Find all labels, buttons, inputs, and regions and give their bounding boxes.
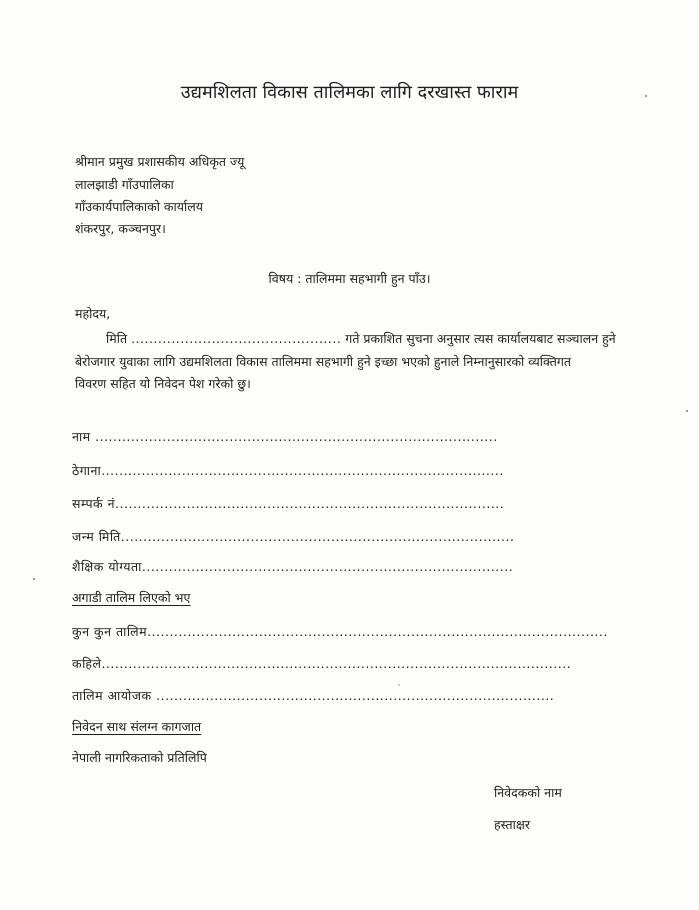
addressee-line-2: लालझाडी गाँउपालिका [75,177,174,192]
subject-line: विषय : तालिममा सहभागी हुन पाँउ। [268,271,431,286]
body-line-1-text: गते प्रकाशित सुचना अनुसार त्यस कार्यालयबाट सञ्चालन हुने [345,331,616,346]
scan-speck [398,684,400,686]
form-title: उद्यमशिलता विकास तालिमका लागि दरखास्त फाराम [180,82,519,103]
contact-field[interactable]: सम्पर्क नं....................................................................................... [72,496,505,511]
salutation: महोदय, [75,306,111,321]
applicant-name-label: निवेदकको नाम [494,785,562,800]
training-which-field[interactable]: कुन कुन तालिम....................................................................................................... [72,624,608,639]
signature-label: हस्ताक्षर [494,817,530,832]
name-field[interactable]: नाम .......................................................................................... [72,429,498,444]
dob-field[interactable]: जन्म मिति........................................................................................ [72,529,515,544]
training-organizer-field[interactable]: तालिम आयोजक ......................................................................................... [72,688,555,703]
body-line-1 [106,330,616,347]
addressee-line-3: गाँउकार्यपालिकाको कार्यालय [75,199,203,214]
attachments-heading: निवेदन साथ संलग्न कागजात [72,719,202,734]
date-blank[interactable]: ............................................... [131,331,342,346]
addressee-line-1: श्रीमान प्रमुख प्रशासकीय अधिकृत ज्यू [75,154,245,169]
body-line-2: बेरोजगार युवाका लागि उद्यमशिलता विकास तालिममा सहभागी हुने इच्छा भएको हुनाले निम्नानुसारको व्यक्तिगत [75,354,572,369]
scan-speck [33,578,35,580]
scan-speck [686,410,688,412]
training-when-field[interactable]: कहिले......................................................................................................... [72,656,572,671]
addressee-line-4: शंकरपुर, कञ्चनपुर। [75,221,166,236]
scan-speck [645,95,647,97]
address-field[interactable]: ठेगाना.......................................................................................... [72,463,504,478]
date-label: मिति [106,331,128,346]
previous-training-heading: अगाडी तालिम लिएको भए [72,590,191,605]
education-field[interactable]: शैक्षिक योग्यता................................................................................... [72,559,514,574]
body-line-3: विवरण सहित यो निवेदन पेश गरेको छु। [75,376,251,391]
attachment-item-citizenship: नेपाली नागरिकताको प्रतिलिपि [72,750,207,765]
